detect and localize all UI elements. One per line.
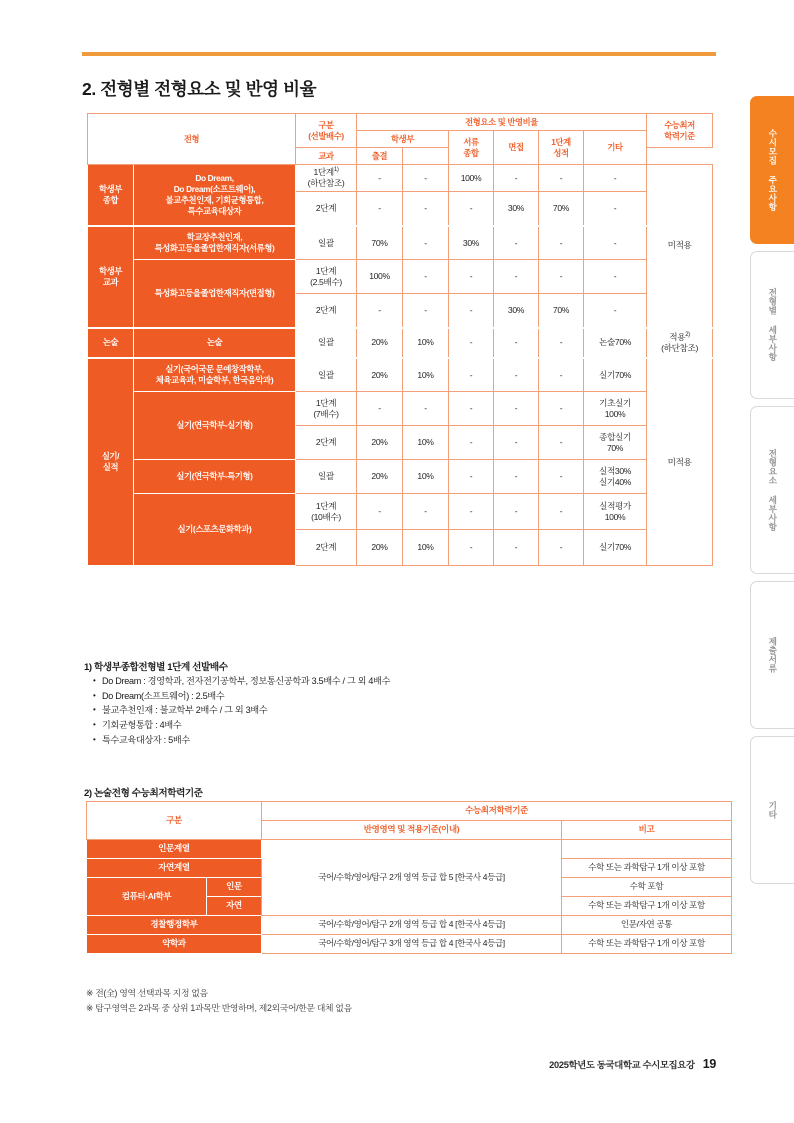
stage-line2: (2.5배수) (310, 276, 342, 287)
value-myeonjeop: - (494, 530, 539, 566)
table-row (88, 358, 713, 392)
list-item: • 기회균형통합 : 4배수 (84, 718, 390, 733)
stage-line1: 1단계 (315, 397, 337, 408)
value-stage1: - (539, 165, 584, 192)
value-chulgyeol: - (403, 294, 449, 328)
subheader-bigo: 비고 (562, 821, 732, 840)
value-gyogwa: - (357, 294, 403, 328)
suneung-criteria-table (86, 801, 732, 954)
value-myeonjeop: - (494, 392, 539, 426)
footer-text: 2025학년도 동국대학교 수시모집요강 (549, 1060, 695, 1070)
value-chulgyeol: 10% (403, 358, 449, 392)
value-gita: - (584, 192, 647, 226)
criteria-cell-1: 국어/수학/영어/탐구 2개 영역 등급 합 5 [한국사 4등급] (262, 840, 562, 916)
bigo-cell: 수학 또는 과학탐구 1개 이상 포함 (562, 935, 732, 954)
stage-cell: 2단계 (296, 192, 357, 226)
value-seoryu: - (449, 392, 494, 426)
value-chulgyeol: - (403, 260, 449, 294)
table-row (88, 328, 713, 358)
program-name-jonghap (134, 165, 296, 226)
value-myeonjeop: - (494, 226, 539, 260)
program-name-silgi-4 (134, 494, 296, 566)
value-gyogwa: 20% (357, 530, 403, 566)
header-stage1-line1: 1단계 (551, 136, 571, 147)
bigo-cell: 수학 또는 과학탐구 1개 이상 포함 (562, 897, 732, 916)
row-sublabel-jayeon: 자연 (207, 897, 262, 916)
list-item: • 불교추천인재 : 불교학부 2배수 / 그 외 3배수 (84, 703, 390, 718)
program-name-silgi-3 (134, 460, 296, 494)
program-name-nonsul: 논술 (134, 328, 296, 358)
criteria-cell-3: 국어/수학/영어/탐구 3개 영역 등급 합 4 [한국사 4등급] (262, 935, 562, 954)
stage-cell (296, 260, 357, 294)
program-line: 실기(스포츠문화학과) (177, 524, 252, 535)
program-line: 특성화고등을졸업한재직자(서류형) (154, 243, 275, 254)
program-line: 실기(연극학부-특기형) (176, 471, 253, 482)
stage-line2: (10배수) (311, 511, 341, 522)
category-haksaengbu-jonghap (88, 165, 134, 226)
list-item: • Do Dream(소프트웨어) : 2.5배수 (84, 689, 390, 704)
value-stage1: - (539, 358, 584, 392)
note1-list (84, 674, 390, 748)
value-myeonjeop: - (494, 426, 539, 460)
program-name-silgi-2 (134, 392, 296, 460)
row-label-computer-ai: 컴퓨터·AI학부 (87, 878, 207, 916)
bigo-cell: 수학 포함 (562, 878, 732, 897)
category-silgi (88, 358, 134, 566)
value-suneung-1 (647, 165, 713, 328)
value-stage1: - (539, 530, 584, 566)
program-line: 학교장추천인재, (186, 232, 243, 243)
suneung-line1: 미적용 (667, 456, 692, 467)
subheader-banyeong: 반영영역 및 적용기준(이내) (262, 821, 562, 840)
value-seoryu: - (449, 192, 494, 226)
table-row (87, 916, 732, 935)
value-chulgyeol: 10% (403, 530, 449, 566)
header-seoryu-line2: 종합 (463, 147, 479, 158)
criteria-cell-2: 국어/수학/영어/탐구 2개 영역 등급 합 4 [한국사 4등급] (262, 916, 562, 935)
program-line: 불교추천인재, 기회균형통합, (165, 194, 264, 205)
value-myeonjeop: - (494, 260, 539, 294)
bigo-cell: 수학 또는 과학탐구 1개 이상 포함 (562, 859, 732, 878)
header-haksaengbu: 학생부 (357, 131, 449, 148)
value-gyogwa: 100% (357, 260, 403, 294)
asterisk-notes (86, 986, 352, 1017)
stage-line2: (하단참조) (307, 178, 345, 189)
value-gita: - (584, 226, 647, 260)
value-seoryu: 30% (449, 226, 494, 260)
value-gyogwa: 20% (357, 328, 403, 358)
value-gita: - (584, 260, 647, 294)
header-chulgyeol: 출결 (357, 148, 403, 165)
row-sublabel-inmun: 인문 (207, 878, 262, 897)
value-seoryu: - (449, 426, 494, 460)
value-gyogwa: - (357, 494, 403, 530)
value-myeonjeop: - (494, 494, 539, 530)
subtable-header-row-1 (87, 802, 732, 821)
stage-cell (296, 392, 357, 426)
value-myeonjeop: - (494, 165, 539, 192)
stage-line1: 1단계 (315, 265, 337, 276)
header-stage1 (539, 131, 584, 165)
table-row (87, 840, 732, 859)
header-jeonhyeong: 전형 (88, 114, 296, 165)
side-tab-label: 전형별 세부사항 (767, 288, 778, 362)
stage-cell (296, 165, 357, 192)
gita-line2: 70% (606, 442, 624, 453)
value-gyogwa: - (357, 165, 403, 192)
row-label-jayeon: 자연계열 (87, 859, 262, 878)
value-myeonjeop: 30% (494, 192, 539, 226)
value-seoryu: - (449, 294, 494, 328)
side-tab-documents[interactable] (750, 581, 794, 729)
program-line: 실기(연극학부-실기형) (176, 420, 253, 431)
asterisk-note: ※ 전(全) 영역 선택과목 지정 없음 (86, 988, 208, 998)
value-chulgyeol: - (403, 226, 449, 260)
page-footer (549, 1057, 716, 1071)
program-name-silgi-1 (134, 358, 296, 392)
top-accent-rule (82, 52, 716, 56)
suneung-line1: 적용$^{2)}$ (669, 331, 690, 342)
list-item: • 특수교육대상자 : 5배수 (84, 733, 390, 748)
program-line: 특성화고등을졸업한재직자(면접형) (154, 288, 275, 299)
category-line1: 실기/ (101, 451, 120, 462)
value-stage1: 70% (539, 294, 584, 328)
value-gyogwa: 20% (357, 358, 403, 392)
header-stage1-line2: 성적 (553, 147, 569, 158)
side-tab-etc[interactable] (750, 736, 794, 884)
value-seoryu: - (449, 328, 494, 358)
stage-cell: 2단계 (296, 426, 357, 460)
suneung-line2: (하단참조) (661, 342, 698, 353)
category-line1: 학생부 (99, 266, 122, 277)
category-haksaengbu-gyogwa (88, 226, 134, 328)
list-item: • Do Dream : 경영학과, 전자전기공학부, 정보통신공학과 3.5배수 / 그 외 4배수 (84, 674, 390, 689)
value-gita (584, 460, 647, 494)
category-nonsul: 논술 (88, 328, 134, 358)
gita-line2: 실기40% (599, 476, 632, 487)
value-gita: 논술70% (584, 328, 647, 358)
header-gubun-line2: (선발배수) (308, 130, 344, 141)
value-myeonjeop: 30% (494, 294, 539, 328)
stage-line1: 1단계$^{1)}$ (313, 167, 339, 177)
value-chulgyeol: - (403, 192, 449, 226)
side-tab-label: 전형요소 세부사항 (767, 448, 778, 532)
program-name-seoryu (134, 226, 296, 260)
header-myeonjeop: 면접 (494, 131, 539, 165)
category-line2: 실적 (102, 462, 119, 473)
note1-heading: 1) 학생부종합전형별 1단계 선발배수 (84, 662, 228, 673)
value-chulgyeol: - (403, 392, 449, 426)
value-seoryu: - (449, 530, 494, 566)
asterisk-note: ※ 탐구영역은 2과목 중 상위 1과목만 반영하며, 제2외국어/한문 대체 없음 (86, 1003, 352, 1014)
table-row (87, 935, 732, 954)
program-line: Do Dream(소프트웨어), (173, 184, 256, 195)
table-row (88, 260, 713, 294)
category-line2: 종합 (102, 194, 119, 205)
program-line: 특수교육대상자 (187, 205, 242, 216)
page-number: 19 (702, 1057, 716, 1071)
value-gita (584, 494, 647, 530)
side-tab-jeonhyeong-detail[interactable] (750, 251, 794, 399)
suneung-line1: 미적용 (667, 240, 692, 251)
value-seoryu: - (449, 260, 494, 294)
category-line1: 학생부 (99, 184, 122, 195)
value-suneung-2 (647, 328, 713, 358)
gita-line1: 실기70% (599, 369, 632, 380)
value-gita: - (584, 294, 647, 328)
side-tab-label: 기타 (767, 801, 778, 819)
header-seoryu (449, 131, 494, 165)
gita-line1: 종합실기 (599, 431, 631, 442)
value-myeonjeop: - (494, 358, 539, 392)
stage-cell: 일괄 (296, 460, 357, 494)
header-gyogwa: 교과 (296, 148, 357, 165)
value-stage1: - (539, 260, 584, 294)
value-stage1: - (539, 426, 584, 460)
header-gita: 기타 (584, 131, 647, 165)
stage-cell: 일괄 (296, 358, 357, 392)
gita-line2: 100% (604, 511, 626, 522)
value-seoryu: - (449, 358, 494, 392)
row-label-police: 경찰행정학부 (87, 916, 262, 935)
bigo-cell: 인문/자연 공통 (562, 916, 732, 935)
program-name-myeonjeop (134, 260, 296, 328)
value-myeonjeop: - (494, 328, 539, 358)
header-suneung (647, 114, 713, 148)
header-suneung-line1: 수능최저 (664, 119, 695, 130)
stage-cell: 일괄 (296, 328, 357, 358)
value-stage1: - (539, 226, 584, 260)
stage-cell (296, 494, 357, 530)
value-chulgyeol: 10% (403, 328, 449, 358)
admission-criteria-table (87, 113, 713, 566)
category-line2: 교과 (102, 276, 119, 287)
value-gyogwa: 70% (357, 226, 403, 260)
program-line: 실기(국어국문 문예창작학부, (165, 364, 264, 375)
side-tab-susi-overview[interactable] (750, 96, 794, 244)
value-chulgyeol: 10% (403, 460, 449, 494)
gita-line2: 100% (604, 408, 626, 419)
value-gita: - (584, 165, 647, 192)
stage-cell: 2단계 (296, 530, 357, 566)
side-tab-label: 수시모집 주요사항 (767, 128, 778, 212)
gita-line1: 실적평가 (599, 500, 631, 511)
note2-heading: 2) 논술전형 수능최저학력기준 (84, 788, 203, 799)
header-gubun-line1: 구분 (318, 119, 334, 130)
header-group-span: 전형요소 및 반영비율 (357, 114, 647, 131)
value-stage1: 70% (539, 192, 584, 226)
value-gyogwa: 20% (357, 460, 403, 494)
value-gyogwa: - (357, 192, 403, 226)
program-line: Do Dream, (195, 173, 234, 184)
subheader-gubun: 구분 (87, 802, 262, 840)
value-gyogwa: 20% (357, 426, 403, 460)
stage-line2: (7배수) (313, 408, 339, 419)
side-tab-label: 제출서류 (767, 637, 778, 673)
gita-line1: 실기70% (599, 542, 632, 553)
value-gita (584, 530, 647, 566)
bigo-cell (562, 840, 732, 859)
side-tab-jeonhyeong-element[interactable] (750, 406, 794, 574)
gita-line1: 기초실기 (599, 397, 631, 408)
header-gubun (296, 114, 357, 148)
program-line: 체육교육과, 미술학부, 한국음악과) (155, 375, 274, 386)
value-chulgyeol: 10% (403, 426, 449, 460)
value-myeonjeop: - (494, 460, 539, 494)
row-label-pharmacy: 약학과 (87, 935, 262, 954)
value-gita (584, 426, 647, 460)
side-tab-strip (750, 96, 794, 891)
value-gyogwa: - (357, 392, 403, 426)
value-suneung-3 (647, 358, 713, 566)
table-row (88, 165, 713, 192)
stage-cell: 2단계 (296, 294, 357, 328)
table-row (88, 494, 713, 530)
value-seoryu: 100% (449, 165, 494, 192)
table-header-row-1 (88, 114, 713, 131)
value-chulgyeol: - (403, 165, 449, 192)
value-stage1: - (539, 460, 584, 494)
value-gita (584, 392, 647, 426)
value-seoryu: - (449, 460, 494, 494)
gita-line1: 실적30% (599, 465, 632, 476)
table-row (88, 460, 713, 494)
header-suneung-line2: 학력기준 (664, 130, 695, 141)
value-stage1: - (539, 392, 584, 426)
stage-cell: 일괄 (296, 226, 357, 260)
table-row (88, 226, 713, 260)
value-seoryu: - (449, 494, 494, 530)
header-seoryu-line1: 서류 (463, 136, 479, 147)
value-chulgyeol: - (403, 494, 449, 530)
subheader-suneung: 수능최저학력기준 (262, 802, 732, 821)
page-title: 2. 전형별 전형요소 및 반영 비율 (82, 79, 317, 99)
value-stage1: - (539, 494, 584, 530)
value-stage1: - (539, 328, 584, 358)
table-row (88, 392, 713, 426)
value-gita (584, 358, 647, 392)
row-label-inmun: 인문계열 (87, 840, 262, 859)
stage-line1: 1단계 (315, 500, 337, 511)
